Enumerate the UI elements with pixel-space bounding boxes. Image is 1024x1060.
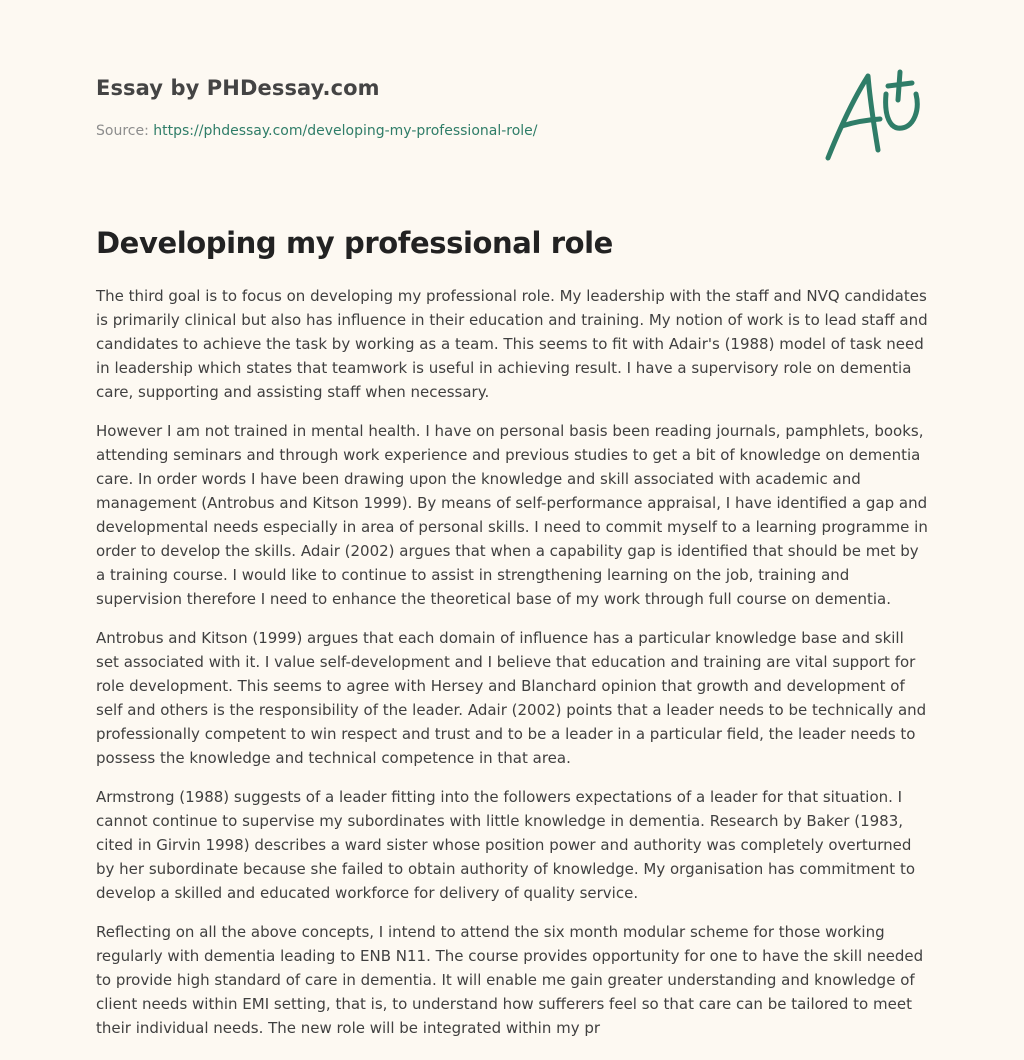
essay-paragraph: The third goal is to focus on developing my professional role. My leadership with the staff and NVQ candidates is primarily clinical but also has influence in their education and training. My notion of work is to lead staff and candidates to achieve the task by working as a team. This seems to fit with Adair's (1988) model of task need in leadership which states that teamwork is useful in achieving result. I have a supervisory role on dementia care, supporting and assisting staff when necessary.: [96, 287, 928, 401]
source-link[interactable]: https://phdessay.com/developing-my-professional-role/: [153, 123, 538, 139]
essay-paragraph: Antrobus and Kitson (1999) argues that each domain of influence has a particular knowledge base and skill set associated with it. I value self-development and I believe that education and training are vital support for role development. This seems to agree with Hersey and Blanchard opinion that growth and development of self and others is the responsibility of the leader. Adair (2002) points that a leader needs to be technically and professionally competent to win respect and trust and to be a leader in a particular field, the leader needs to possess the knowledge and technical competence in that area.: [96, 629, 927, 767]
source-label: Source:: [96, 123, 149, 139]
essay-body: [96, 284, 930, 1055]
article-title: Developing my professional role: [96, 226, 613, 260]
essay-paragraph: Reflecting on all the above concepts, I intend to attend the six month modular scheme for those working regularly with dementia leading to ENB N11. The course provides opportunity for one to have the skill needed to provide high standard of care in dementia. It will enable me gain greater understanding and knowledge of client needs within EMI setting, that is, to understand how sufferers feel so that care can be tailored to meet their individual needs. The new role will be integrated within my pr: [96, 923, 924, 1037]
a-plus-logo-icon: [818, 66, 930, 166]
brand-title: Essay by PHDessay.com: [96, 76, 380, 100]
source-line: [96, 123, 538, 139]
essay-paragraph: Armstrong (1988) suggests of a leader fitting into the followers expectations of a leader for that situation. I cannot continue to supervise my subordinates with little knowledge in dementia. Research by Baker (1983, cited in Girvin 1998) describes a ward sister whose position power and authority was completely overturned by her subordinate because she failed to obtain authority of knowledge. My organisation has commitment to develop a skilled and educated workforce for delivery of quality service.: [96, 788, 916, 902]
essay-paragraph: However I am not trained in mental health. I have on personal basis been reading journals, pamphlets, books, attending seminars and through work experience and previous studies to get a bit of knowledge on dementia care. In order words I have been drawing upon the knowledge and skill associated with academic and management (Antrobus and Kitson 1999). By means of self-performance appraisal, I have identified a gap and developmental needs especially in area of personal skills. I need to commit myself to a learning programme in order to develop the skills. Adair (2002) argues that when a capability gap is identified that should be met by a training course. I would like to continue to assist in strengthening learning on the job, training and supervision therefore I need to enhance the theoretical base of my work through full course on dementia.: [96, 422, 928, 608]
